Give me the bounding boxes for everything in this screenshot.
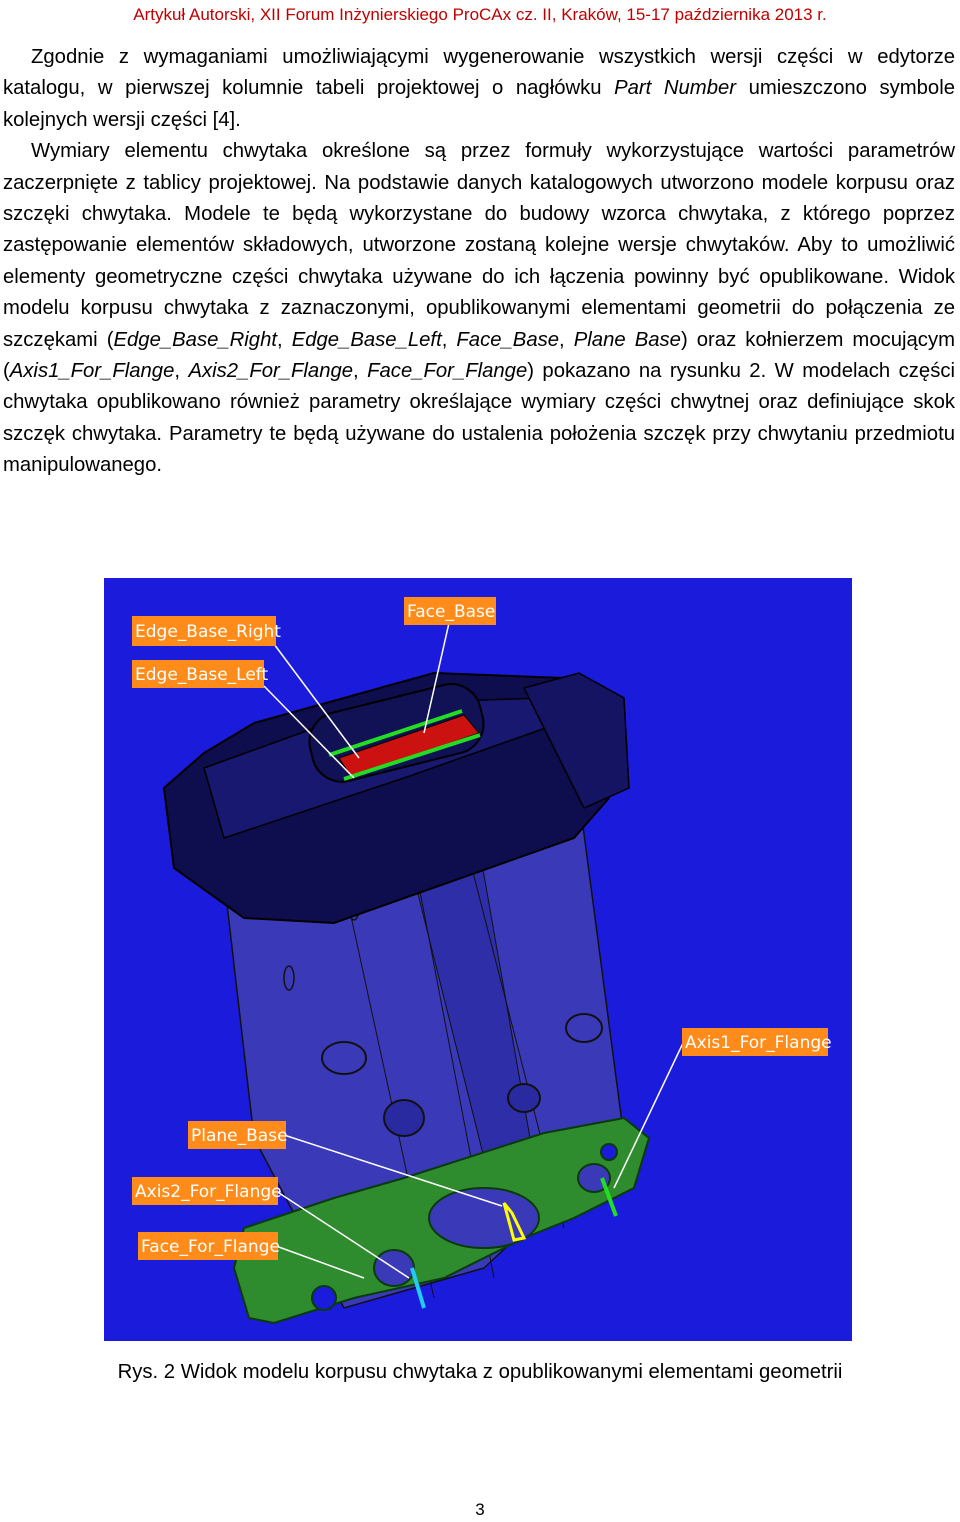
page-number: 3 [475,1500,485,1519]
separator: , [174,360,189,383]
separator: , [441,328,457,351]
label-face-for-flange: Face_For_Flange [141,1237,280,1257]
paragraph-sentence-2: Wymiary elementu chwytaka określone są przez formuły wykorzystujące wartości parametrów zaczerpnięte z tablicy projektowej. Na podstawie danych katalogowych utworzono modele korpusu oraz szczęki chwytaka. Modele te będą wykorzystane do budowy wzorca chwytaka, z którego poprzez zastępowanie elementów składowych, utworzone zostaną kolejne wersje chwytaków. Aby to umożliwić elementy geometryczne części chwytaka używane do ich łączenia powinny być opublikowane. Widok modelu korpusu chwytaka z zaznaczonymi, opublikowanymi elementami geometrii do połączenia ze szczękami ( [3,140,955,351]
term-face-base: Face_Base [456,328,560,351]
term-axis2-for-flange: Axis2_For_Flange [188,360,354,383]
paragraph-sentence-1a: Zgodnie z wymaganiami umożliwiającymi wygenerowanie wszystkich wersji części w edytorze katalogu, w pierwszej kolumnie tabeli projektowej o nagłówku [3,46,955,100]
body-paragraph [3,42,955,482]
term-edge-base-left: Edge_Base_Left [291,328,442,351]
label-axis2-for-flange: Axis2_For_Flange [135,1182,282,1202]
running-header: Artykuł Autorski, XII Forum Inżynierskiego ProCAx cz. II, Kraków, 15-17 października 2013 r. [133,5,827,24]
term-edge-base-right: Edge_Base_Right [113,328,277,351]
body-hole [508,1084,540,1112]
label-face-base: Face_Base [407,602,496,622]
figure-gripper-body-model [104,578,852,1341]
term-plane-base: Plane Base [573,328,681,351]
figure-caption: Rys. 2 Widok modelu korpusu chwytaka z opublikowanymi elementami geometrii [117,1361,843,1383]
separator: , [277,328,292,351]
term-face-for-flange: Face_For_Flange [367,360,528,383]
paragraph-sentence-3: ) pokazano na rysunku 2. W modelach części chwytaka opublikowano również parametry określające wymiary części chwytnej oraz definiujące skok szczęk chwytaka. Parametry te będą używane do ustalenia położenia szczęk przy chwytaniu przedmiotu manipulowanego. [3,360,955,477]
label-axis1-for-flange: Axis1_For_Flange [685,1033,832,1053]
body-hole [384,1100,424,1136]
label-edge-base-left: Edge_Base_Left [135,665,269,685]
label-plane-base: Plane_Base [191,1126,288,1146]
flange-notch [601,1144,617,1160]
term-axis1-for-flange: Axis1_For_Flange [9,360,175,383]
term-part-number: Part Number [614,77,737,100]
paragraph-sentence-1b: umieszczono symbole kolejnych wersji części [4]. [3,77,956,131]
separator: , [353,360,368,383]
separator: , [559,328,574,351]
cad-render [104,578,852,1341]
flange-notch [312,1286,336,1310]
label-edge-base-right: Edge_Base_Right [135,622,281,642]
paragraph-fragment: ) oraz kołnierzem mocującym ( [3,328,955,383]
